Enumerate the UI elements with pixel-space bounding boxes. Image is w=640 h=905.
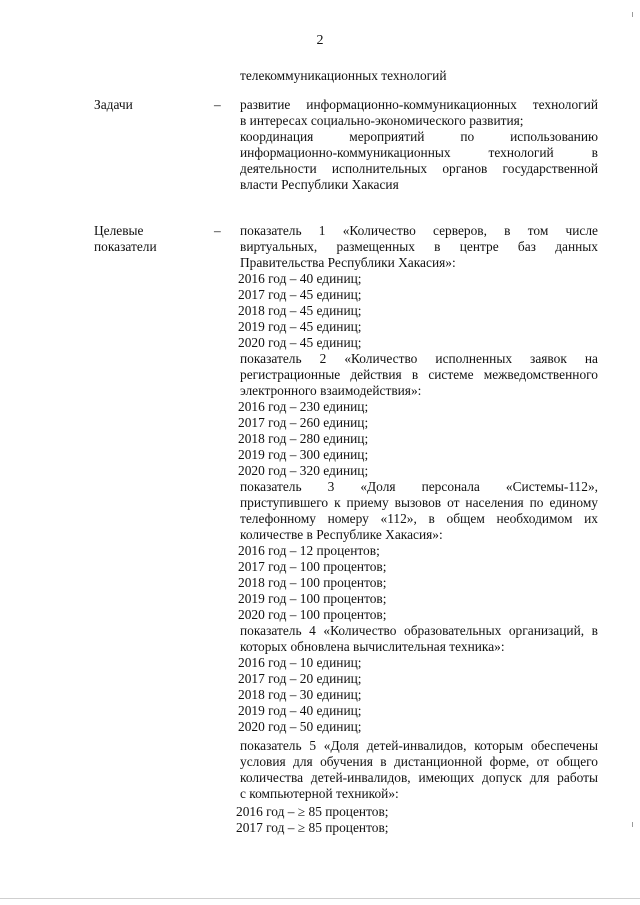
indicator-value: 2020 год – 45 единиц; bbox=[238, 335, 362, 350]
indicator-value: 2016 год – 12 процентов; bbox=[238, 543, 380, 558]
indicator-value: 2016 год – 40 единиц; bbox=[238, 271, 362, 286]
indicator-line: регистрационные действия в системе межведомственного bbox=[240, 367, 598, 382]
tasks-dash: – bbox=[214, 97, 221, 112]
indicator-value: 2016 год – 10 единиц; bbox=[238, 655, 362, 670]
intro-line: телекоммуникационных технологий bbox=[240, 68, 447, 83]
indicator-line: Правительства Республики Хакасия»: bbox=[240, 255, 456, 270]
indicator-line: количества детей-инвалидов, имеющих допуск для работы bbox=[240, 770, 598, 785]
indicator-value: 2019 год – 45 единиц; bbox=[238, 319, 362, 334]
indicator-value: 2016 год – 230 единиц; bbox=[238, 399, 369, 414]
indicator-line: электронного взаимодействия»: bbox=[240, 383, 422, 398]
scan-mark bbox=[632, 822, 633, 827]
indicator-line: показатель 2 «Количество исполненных заявок на bbox=[240, 351, 598, 366]
tasks-line: развитие информационно-коммуникационных технологий bbox=[240, 97, 598, 112]
targets-label-line1: Целевые bbox=[94, 223, 144, 238]
indicator-value: 2020 год – 50 единиц; bbox=[238, 719, 362, 734]
indicator-line: показатель 1 «Количество серверов, в том числе bbox=[240, 223, 598, 238]
indicator-line: приступившего к приему вызовов от населения по единому bbox=[240, 495, 598, 510]
targets-dash: – bbox=[214, 223, 221, 238]
indicator-value: 2019 год – 40 единиц; bbox=[238, 703, 362, 718]
indicator-line: показатель 4 «Количество образовательных организаций, в bbox=[240, 623, 598, 638]
tasks-line: координация мероприятий по использованию bbox=[240, 129, 598, 144]
tasks-line: в интересах социально-экономического развития; bbox=[240, 113, 524, 128]
indicator-value: 2020 год – 100 процентов; bbox=[238, 607, 387, 622]
tasks-label: Задачи bbox=[94, 97, 133, 112]
indicator-value: 2017 год – ≥ 85 процентов; bbox=[236, 820, 389, 835]
indicator-line: телефонному номеру «112», в общем необходимом их bbox=[240, 511, 598, 526]
indicator-value: 2017 год – 20 единиц; bbox=[238, 671, 362, 686]
indicator-value: 2018 год – 45 единиц; bbox=[238, 303, 362, 318]
indicator-value: 2018 год – 30 единиц; bbox=[238, 687, 362, 702]
indicator-line: с компьютерной техникой»: bbox=[240, 786, 399, 801]
indicator-line: показатель 5 «Доля детей-инвалидов, которым обеспечены bbox=[240, 738, 598, 753]
indicator-value: 2019 год – 100 процентов; bbox=[238, 591, 387, 606]
indicator-line: количестве в Республике Хакасия»: bbox=[240, 527, 443, 542]
tasks-line: информационно-коммуникационных технологий в bbox=[240, 145, 598, 160]
indicator-line: показатель 3 «Доля персонала «Системы-112», bbox=[240, 479, 598, 494]
indicator-value: 2019 год – 300 единиц; bbox=[238, 447, 369, 462]
targets-label-line2: показатели bbox=[94, 239, 157, 254]
scan-mark bbox=[632, 12, 633, 17]
page-bottom-edge bbox=[0, 898, 640, 899]
indicator-value: 2017 год – 260 единиц; bbox=[238, 415, 369, 430]
indicator-value: 2018 год – 100 процентов; bbox=[238, 575, 387, 590]
indicator-line: которых обновлена вычислительная техника»: bbox=[240, 639, 505, 654]
tasks-line: власти Республики Хакасия bbox=[240, 177, 399, 192]
indicator-value: 2016 год – ≥ 85 процентов; bbox=[236, 804, 389, 819]
indicator-line: виртуальных, размещенных в центре баз данных bbox=[240, 239, 598, 254]
page-number: 2 bbox=[316, 33, 324, 48]
indicator-value: 2020 год – 320 единиц; bbox=[238, 463, 369, 478]
tasks-line: деятельности исполнительных органов государственной bbox=[240, 161, 598, 176]
indicator-value: 2017 год – 100 процентов; bbox=[238, 559, 387, 574]
indicator-value: 2017 год – 45 единиц; bbox=[238, 287, 362, 302]
indicator-line: условия для обучения в дистанционной форме, от общего bbox=[240, 754, 598, 769]
indicator-value: 2018 год – 280 единиц; bbox=[238, 431, 369, 446]
